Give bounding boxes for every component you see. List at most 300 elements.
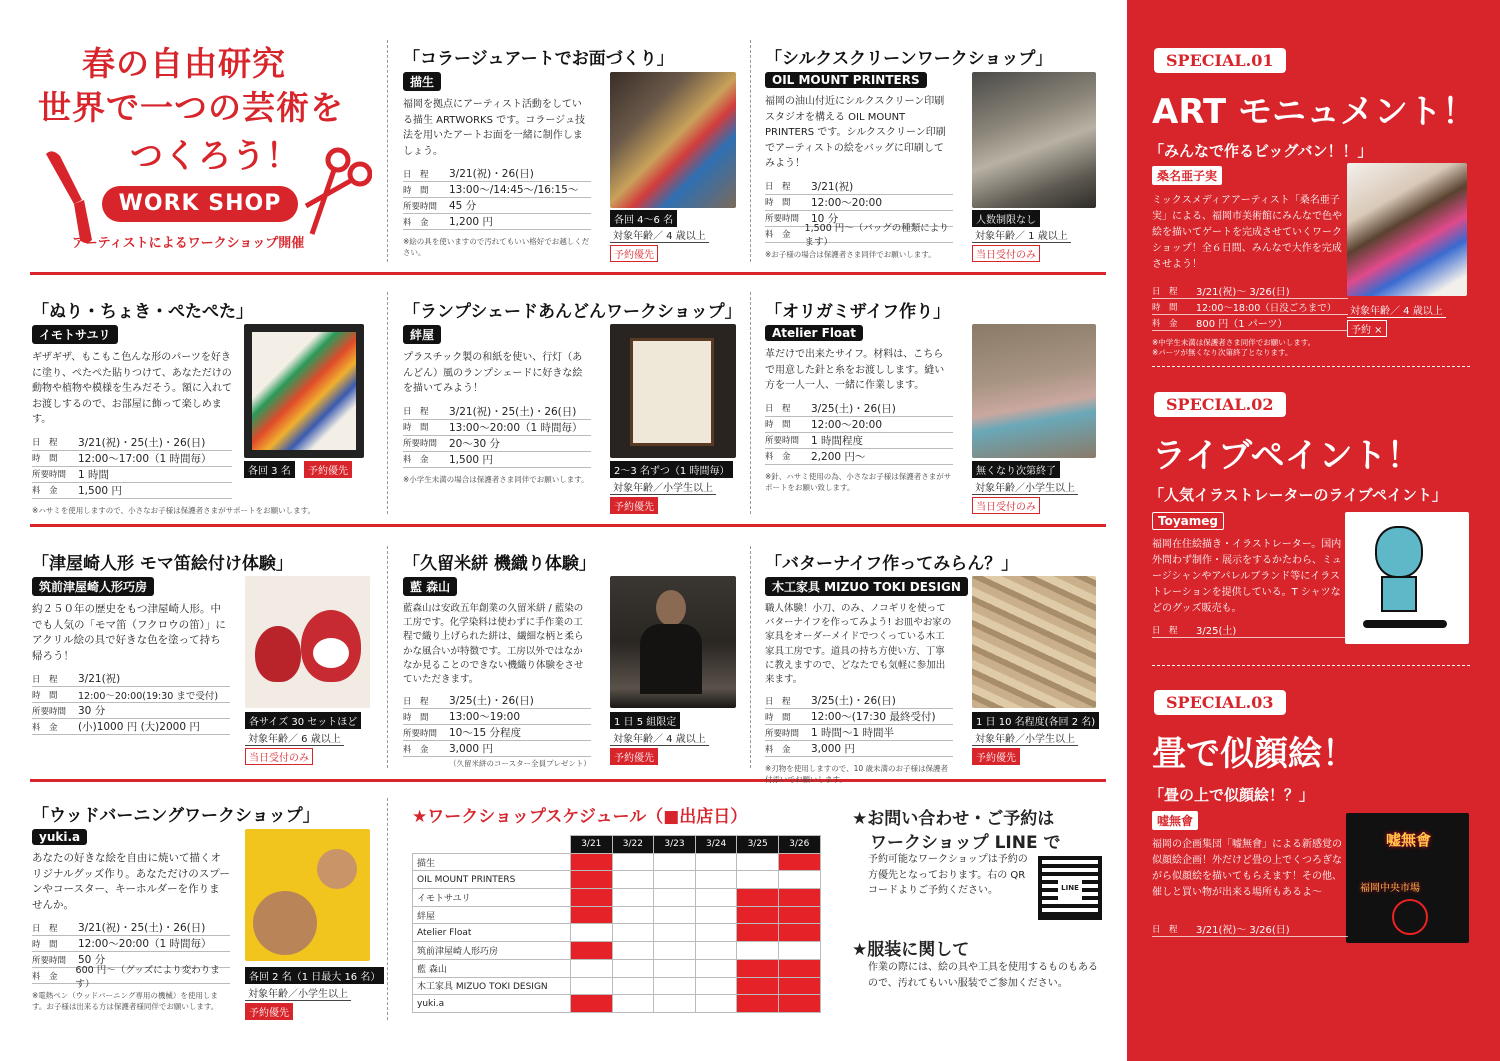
special-info bbox=[1152, 921, 1348, 937]
info-date: 3/25(土)・26(日) bbox=[811, 402, 896, 415]
reservation-badge: 予約優先 bbox=[304, 461, 352, 478]
workshop-desc: 職人体験！小刀、のみ、ノコギリを使ってバターナイフを作ってみよう! お皿やお家の家具をオーダーメイドでつくっている木工家具工房です。道具の持ち方使い方、丁寧に教えますので、どなたでも気軽に参加出来ます。 bbox=[765, 603, 952, 686]
info-fee: 3,000 円 bbox=[811, 743, 855, 756]
clothes-body: 作業の際には、絵の具や工具を使用するものもあるので、汚れてもいい服装でご参加ください。 bbox=[868, 962, 1098, 989]
schedule-cell bbox=[737, 977, 779, 995]
schedule-row-name: 描生 bbox=[413, 853, 571, 871]
reservation-badge: 当日受付のみ bbox=[972, 497, 1040, 514]
info-duration: 1 時間程度 bbox=[811, 434, 864, 447]
workshop-note: ※ハサミを使用しますので、小さなお子様は保護者さまがサポートをお願いします。 bbox=[32, 505, 316, 515]
schedule-cell bbox=[778, 906, 820, 924]
info-date: 3/21(祝)・25(土)・26(日) bbox=[449, 405, 577, 418]
info-duration: 50 分 bbox=[78, 954, 106, 966]
age-badge: 対象年齢／小学生以上 bbox=[972, 730, 1078, 746]
schedule-cell bbox=[571, 906, 613, 924]
schedule-cell bbox=[737, 906, 779, 924]
schedule-cell bbox=[612, 959, 654, 977]
workshop-photo bbox=[972, 576, 1096, 708]
info-date: 3/21(祝)・26(日) bbox=[449, 168, 534, 180]
workshop-note: ※針、ハサミ使用の為、小さなお子様は保護者さまがサポートをお願い致します。 bbox=[765, 471, 952, 492]
special-org: Toyameg bbox=[1152, 512, 1224, 530]
info-label: 日 程 bbox=[403, 407, 429, 417]
info-time: 12:00〜20:00 bbox=[811, 418, 883, 431]
info-label: 日 程 bbox=[1152, 625, 1178, 636]
workshop-banner: WORK SHOP bbox=[102, 186, 298, 222]
capacity-badge: 1 日 10 名程度(各回 2 名) bbox=[972, 712, 1099, 729]
info-time: 13:00〜20:00（1 時間毎） bbox=[449, 421, 583, 434]
special-org: 桑名亜子実 bbox=[1152, 166, 1222, 185]
schedule-row bbox=[413, 889, 821, 907]
reservation-badge: 予約優先 bbox=[610, 748, 658, 765]
schedule-row-name: 藍 森山 bbox=[413, 959, 571, 977]
schedule-cell bbox=[778, 924, 820, 942]
divider bbox=[750, 40, 751, 262]
schedule-cell bbox=[571, 853, 613, 871]
schedule-cell bbox=[571, 889, 613, 907]
info-fee: 1,500 円 bbox=[449, 453, 493, 466]
capacity-badge: 各回 3 名 bbox=[244, 461, 295, 478]
schedule-cell bbox=[737, 871, 779, 889]
schedule-cell bbox=[571, 977, 613, 995]
info-fee: 3,000 円 bbox=[449, 743, 493, 756]
special-desc: 福岡の企画集団「嘘無會」による新感覚の似顔絵企画！外だけど畳の上でくつろぎながら似顔絵を描いてもらえます！その他、催しと買い物が出来る場所もあるよ〜 bbox=[1152, 839, 1342, 898]
info-duration: 1 時間 bbox=[78, 468, 110, 481]
schedule-row bbox=[413, 942, 821, 960]
schedule-row-name: 絆屋 bbox=[413, 906, 571, 924]
schedule-cell bbox=[612, 942, 654, 960]
info-time: 13:00〜/14:45〜/16:15〜 bbox=[449, 184, 579, 196]
schedule-row bbox=[413, 906, 821, 924]
special-org: 嘘無會 bbox=[1152, 811, 1198, 830]
info-date: 3/25(土) bbox=[1196, 626, 1237, 637]
workshop-org: 藍 森山 bbox=[403, 577, 457, 596]
info-label: 時 間 bbox=[765, 420, 791, 430]
workshop-title: 「シルクスクリーンワークショップ」 bbox=[765, 49, 1053, 69]
logo-subtitle: アーティストによるワークショップ開催 bbox=[72, 236, 305, 251]
info-label: 所要時間 bbox=[32, 706, 67, 717]
schedule-cell bbox=[695, 995, 737, 1013]
info-fee: 1,500 円 bbox=[78, 484, 122, 497]
info-time: 12:00〜18:00（日没ごろまで） bbox=[1196, 302, 1337, 314]
info-label: 所要時間 bbox=[765, 728, 800, 739]
info-duration: 30 分 bbox=[78, 705, 106, 717]
special-heading: 畳で似顔絵！ bbox=[1152, 734, 1356, 774]
schedule-cell bbox=[778, 995, 820, 1013]
workshop-info bbox=[403, 693, 591, 757]
age-badge: 対象年齢／ 4 歳以上 bbox=[610, 227, 709, 243]
schedule-row-name: 筑前津屋崎人形巧房 bbox=[413, 942, 571, 960]
info-label: 時 間 bbox=[32, 690, 58, 701]
schedule-day-header: 3/25 bbox=[737, 836, 779, 854]
workshop-photo bbox=[610, 576, 736, 708]
info-duration: 45 分 bbox=[449, 200, 477, 212]
workshop-card-kasuri bbox=[403, 549, 743, 771]
divider bbox=[1152, 665, 1470, 666]
special-subtitle: 「みんなで作るビッグバン！！」 bbox=[1149, 142, 1373, 160]
workshop-card-lampshade bbox=[403, 297, 743, 519]
info-date: 3/21(祝) bbox=[811, 180, 854, 193]
workshop-org: イモトサユリ bbox=[32, 325, 118, 344]
schedule-cell bbox=[612, 871, 654, 889]
contact-body: 予約可能なワークショップは予約の方優先となっております。右の QR コードよりご予約ください。 bbox=[868, 854, 1028, 896]
info-label: 日 程 bbox=[1152, 924, 1178, 935]
info-label: 時 間 bbox=[403, 712, 429, 723]
info-fee: 1,200 円 bbox=[449, 216, 493, 228]
schedule-cell bbox=[571, 871, 613, 889]
schedule-cell bbox=[695, 853, 737, 871]
divider bbox=[750, 292, 751, 514]
schedule-cell bbox=[737, 889, 779, 907]
age-badge: 対象年齢／小学生以上 bbox=[972, 479, 1078, 495]
schedule-day-header: 3/22 bbox=[612, 836, 654, 854]
info-date: 3/21(祝)〜 3/26(日) bbox=[1196, 925, 1290, 936]
capacity-badge: 1 日 5 組限定 bbox=[610, 712, 680, 729]
info-fee: (小)1000 円 (大)2000 円 bbox=[78, 721, 200, 733]
schedule-cell bbox=[612, 977, 654, 995]
workshop-title: 「久留米絣 機織り体験」 bbox=[403, 554, 596, 574]
schedule-cell bbox=[737, 853, 779, 871]
info-label: 日 程 bbox=[32, 674, 58, 685]
workshop-title: 「コラージュアートでお面づくり」 bbox=[403, 49, 674, 69]
age-badge: 対象年齢／小学生以上 bbox=[610, 479, 716, 495]
workshop-photo bbox=[610, 324, 736, 458]
schedule-row bbox=[413, 853, 821, 871]
workshop-note: ※小学生未満の場合は保護者さま同伴でお願いします。 bbox=[403, 474, 589, 484]
schedule-day-header: 3/23 bbox=[654, 836, 696, 854]
workshop-info bbox=[32, 671, 230, 735]
workshop-title: 「津屋崎人形 モマ笛絵付け体験」 bbox=[32, 554, 293, 574]
info-label: 時 間 bbox=[403, 423, 429, 433]
info-label: 料 金 bbox=[765, 452, 791, 462]
schedule-row-name: 木工家具 MIZUO TOKI DESIGN bbox=[413, 977, 571, 995]
reservation-badge: 予約優先 bbox=[610, 497, 658, 514]
info-label: 料 金 bbox=[403, 744, 429, 755]
capacity-badge: 人数制限なし bbox=[972, 210, 1040, 227]
schedule-cell bbox=[654, 959, 696, 977]
schedule-row bbox=[413, 977, 821, 995]
schedule-row-name: Atelier Float bbox=[413, 924, 571, 942]
divider bbox=[1152, 366, 1470, 367]
event-logo bbox=[30, 38, 375, 258]
line-logo-icon: LINE bbox=[1058, 876, 1082, 900]
workshop-title: 「ウッドバーニングワークショップ」 bbox=[32, 806, 320, 826]
info-label: 所要時間 bbox=[403, 201, 438, 212]
workshop-org: 木工家具 MIZUO TOKI DESIGN bbox=[765, 577, 968, 596]
workshop-card-nuri bbox=[32, 297, 372, 519]
reservation-badge: 当日受付のみ bbox=[245, 748, 313, 765]
info-fee: 1,500 円〜（バッグの種類によります） bbox=[804, 223, 949, 248]
special-photo bbox=[1346, 813, 1469, 943]
info-label: 時 間 bbox=[1152, 302, 1178, 313]
scissors-icon bbox=[298, 146, 372, 236]
age-badge: 対象年齢／ 4 歳以上 bbox=[1347, 302, 1446, 318]
info-label: 料 金 bbox=[32, 486, 58, 496]
info-label: 所要時間 bbox=[403, 439, 438, 449]
schedule-cell bbox=[612, 906, 654, 924]
workshop-note: ※電熱ペン（ウッドバーニング専用の機械）を使用します。お子様は出来る方は保護者様同伴でお願いします。 bbox=[32, 991, 219, 1011]
schedule-cell bbox=[571, 995, 613, 1013]
info-label: 料 金 bbox=[765, 744, 791, 755]
schedule-cell bbox=[571, 959, 613, 977]
info-label: 時 間 bbox=[403, 185, 429, 196]
workshop-photo bbox=[245, 829, 370, 961]
schedule-cell bbox=[778, 889, 820, 907]
info-date: 3/21(祝)・25(土)・26(日) bbox=[78, 436, 206, 449]
capacity-badge: 各回 4〜6 名 bbox=[610, 210, 677, 227]
schedule-cell bbox=[737, 924, 779, 942]
workshop-card-butter-knife bbox=[765, 549, 1105, 785]
special-desc: ミックスメディアアーティスト「桑名亜子実」による、福岡市美術館にみんなで色や絵を描いてゲートを完成させていくワークショップ！全６日間、みんなで大作を完成させよう！ bbox=[1152, 195, 1342, 270]
special-subtitle: 「畳の上で似顔絵！？」 bbox=[1149, 786, 1315, 804]
workshop-desc: あなたの好きな絵を自由に焼いて描くオリジナルグッズ作り。あなただけのスプーンやコースター、キーホルダーを作りませんか。 bbox=[32, 852, 230, 911]
info-duration: 10〜15 分程度 bbox=[449, 727, 522, 740]
workshop-card-wood-burning bbox=[32, 801, 381, 1023]
age-badge: 対象年齢／小学生以上 bbox=[245, 985, 351, 1001]
schedule-cell bbox=[571, 942, 613, 960]
special-tag: SPECIAL.03 bbox=[1154, 690, 1286, 715]
workshop-desc: 福岡を拠点にアーティスト活動をしている描生 ARTWORKS です。コラージュ技法を用いたアートお面を一緒に制作しましょう。 bbox=[403, 99, 585, 157]
reservation-badge: 当日受付のみ bbox=[972, 245, 1040, 262]
info-label: 料 金 bbox=[403, 217, 429, 228]
schedule-cell bbox=[654, 853, 696, 871]
workshop-desc: 藍森山は安政五年創業の久留米絣 / 藍染の工房です。化学染料は使わずに手作業の工程で織り上げられた絣は、繊細な柄と柔らかな風合いが特徴です。工房以外ではなかなか見ることのできない機織り体験をさせていただきます。 bbox=[403, 603, 584, 686]
info-fee: 800 円（1 パーツ） bbox=[1196, 319, 1288, 330]
schedule-day-header: 3/26 bbox=[778, 836, 820, 854]
divider bbox=[750, 546, 751, 768]
workshop-note: ※絵の具を使いますので汚れてもいい格好でお越しください。 bbox=[403, 237, 590, 257]
contact-title-1: ★お問い合わせ・ご予約は bbox=[852, 809, 1055, 829]
schedule-row bbox=[413, 995, 821, 1013]
workshop-fee-note: （久留米絣のコースター全員プレゼント） bbox=[449, 759, 591, 769]
divider bbox=[387, 798, 388, 1020]
workshop-org: OIL MOUNT PRINTERS bbox=[765, 72, 927, 88]
capacity-badge: 無くなり次第終了 bbox=[972, 461, 1060, 478]
info-label: 料 金 bbox=[1152, 318, 1178, 329]
info-date: 3/25(土)・26(日) bbox=[449, 695, 534, 708]
reservation-badge: 予約優先 bbox=[245, 1003, 293, 1020]
schedule-cell bbox=[654, 977, 696, 995]
workshop-desc: 約２５０年の歴史をもつ津屋崎人形。中でも人気の「モマ笛（フクロウの笛）」にアクリル絵の具で好きな色を塗って持ち帰ろう！ bbox=[32, 603, 226, 662]
info-date: 3/21(祝) bbox=[78, 673, 121, 685]
reservation-badge: 予約優先 bbox=[972, 748, 1020, 765]
capacity-badge: 各回 2 名（1 日最大 16 名） bbox=[245, 967, 384, 984]
workshop-org: Atelier Float bbox=[765, 325, 863, 341]
paintbrush-icon bbox=[38, 146, 108, 246]
info-label: 日 程 bbox=[32, 923, 58, 934]
schedule-cell bbox=[737, 942, 779, 960]
info-label: 料 金 bbox=[765, 230, 791, 240]
workshop-info bbox=[765, 401, 953, 465]
schedule-row bbox=[413, 871, 821, 889]
divider bbox=[30, 272, 1106, 275]
workshop-photo bbox=[972, 72, 1096, 208]
workshop-title: 「ぬり・ちょき・ぺたぺた」 bbox=[32, 302, 253, 322]
divider bbox=[387, 546, 388, 768]
special-sidebar bbox=[1127, 0, 1500, 1061]
schedule-cell bbox=[571, 924, 613, 942]
info-date: 3/21(祝)・25(土)・26(日) bbox=[78, 922, 206, 934]
schedule-cell bbox=[612, 853, 654, 871]
schedule-cell bbox=[778, 942, 820, 960]
schedule-cell bbox=[654, 995, 696, 1013]
workshop-org: yuki.a bbox=[32, 829, 87, 845]
workshop-note: ※お子様の場合は保護者さま同伴でお願いします。 bbox=[765, 249, 936, 259]
workshop-info bbox=[403, 166, 591, 230]
workshop-desc: プラスチック製の和紙を使い、行灯（あんどん）風のランプシェードに好きな絵を描いてみよう！ bbox=[403, 352, 583, 394]
schedule-day-header: 3/24 bbox=[695, 836, 737, 854]
info-label: 時 間 bbox=[32, 454, 58, 464]
schedule-cell bbox=[778, 977, 820, 995]
logo-line-2: 世界で一つの芸術を bbox=[38, 88, 344, 127]
info-label: 日 程 bbox=[403, 696, 429, 707]
info-label: 料 金 bbox=[403, 455, 429, 465]
schedule-cell bbox=[654, 924, 696, 942]
info-label: 所要時間 bbox=[32, 955, 67, 966]
info-date: 3/25(土)・26(日) bbox=[811, 695, 896, 708]
info-time: 12:00〜20:00 bbox=[811, 196, 883, 209]
info-label: 所要時間 bbox=[765, 214, 800, 224]
special-info bbox=[1152, 283, 1348, 331]
info-time: 13:00〜19:00 bbox=[449, 711, 521, 724]
divider bbox=[30, 524, 1106, 527]
schedule-row-name: イモトサユリ bbox=[413, 889, 571, 907]
schedule-cell bbox=[778, 853, 820, 871]
schedule-cell bbox=[695, 871, 737, 889]
schedule-row-name: yuki.a bbox=[413, 995, 571, 1013]
neon-sign-text: 福岡中央市場 bbox=[1360, 883, 1420, 894]
info-duration: 1 時間〜1 時間半 bbox=[811, 727, 895, 740]
schedule-row-name: OIL MOUNT PRINTERS bbox=[413, 871, 571, 889]
schedule-cell bbox=[695, 889, 737, 907]
workshop-photo bbox=[244, 324, 364, 458]
info-fee: 2,200 円〜 bbox=[811, 450, 866, 463]
special-tag: SPECIAL.01 bbox=[1154, 48, 1286, 73]
special-tag: SPECIAL.02 bbox=[1154, 392, 1286, 417]
workshop-photo bbox=[245, 576, 370, 708]
contact-title-2: ワークショップ LINE で bbox=[870, 833, 1061, 853]
info-date: 3/21(祝)〜 3/26(日) bbox=[1196, 287, 1290, 298]
info-label: 所要時間 bbox=[403, 728, 438, 739]
info-time: 12:00〜20:00（1 時間毎） bbox=[78, 938, 212, 950]
divider bbox=[387, 40, 388, 262]
workshop-info bbox=[765, 179, 953, 248]
divider bbox=[387, 292, 388, 514]
info-duration: 10 分 bbox=[811, 212, 839, 225]
info-label: 日 程 bbox=[403, 169, 429, 180]
schedule-cell bbox=[654, 871, 696, 889]
schedule-cell bbox=[778, 959, 820, 977]
age-badge: 対象年齢／ 4 歳以上 bbox=[610, 730, 709, 746]
workshop-card-momabue bbox=[32, 549, 372, 771]
reservation-badge: 予約 × bbox=[1347, 320, 1387, 337]
info-label: 時 間 bbox=[765, 712, 791, 723]
info-label: 料 金 bbox=[32, 722, 58, 733]
schedule-day-header: 3/21 bbox=[571, 836, 613, 854]
info-label: 料 金 bbox=[32, 971, 58, 982]
schedule-cell bbox=[778, 871, 820, 889]
special-desc: 福岡在住絵描き・イラストレーター。国内外問わず制作・展示をするかたわら、ミュージシャンやアパレルブランド等にイラストレーションを提供している。T シャツなどのグッズ販売も。 bbox=[1152, 539, 1342, 614]
special-info bbox=[1152, 622, 1348, 638]
schedule-cell bbox=[737, 995, 779, 1013]
neon-sign-text: 嘘無會 bbox=[1386, 831, 1432, 849]
workshop-card-collage bbox=[403, 44, 737, 266]
schedule-cell bbox=[695, 959, 737, 977]
info-label: 所要時間 bbox=[765, 436, 800, 446]
schedule-cell bbox=[612, 924, 654, 942]
workshop-photo bbox=[972, 324, 1096, 458]
info-time: 12:00〜20:00(19:30 まで受付) bbox=[78, 690, 219, 702]
info-time: 12:00〜17:00（1 時間毎） bbox=[78, 452, 212, 465]
workshop-info bbox=[403, 404, 591, 468]
schedule-cell bbox=[695, 977, 737, 995]
schedule-row bbox=[413, 959, 821, 977]
special-subtitle: 「人気イラストレーターのライブペイント」 bbox=[1149, 486, 1448, 504]
schedule-row bbox=[413, 924, 821, 942]
workshop-desc: 福岡の油山付近にシルクスクリーン印刷スタジオを構える OIL MOUNT PRINTERS です。シルクスクリーン印刷でアーティストの絵をバッグに印刷してみよう！ bbox=[765, 96, 946, 169]
schedule-cell bbox=[612, 995, 654, 1013]
workshop-info bbox=[32, 920, 230, 990]
schedule-cell bbox=[737, 959, 779, 977]
info-label: 日 程 bbox=[765, 696, 791, 707]
age-badge: 対象年齢／ 1 歳以上 bbox=[972, 227, 1071, 243]
info-label: 日 程 bbox=[765, 182, 791, 192]
workshop-org: 筑前津屋崎人形巧房 bbox=[32, 577, 154, 596]
schedule-cell bbox=[695, 924, 737, 942]
workshop-desc: ギザギザ、もこもこ色んな形のパーツを好きに塗り、ぺたぺた貼りつけて、あなただけの動物や植物や模様を生みだそう。額に入れてお渡しするので、お部屋に飾って楽しめます。 bbox=[32, 352, 232, 425]
line-qr-code[interactable] bbox=[1038, 856, 1102, 920]
workshop-card-silkscreen bbox=[765, 44, 1105, 266]
info-label: 日 程 bbox=[765, 404, 791, 414]
schedule-cell bbox=[695, 906, 737, 924]
info-label: 日 程 bbox=[1152, 286, 1178, 297]
workshop-desc: 革だけで出来たサイフ。材料は、こちらで用意した針と糸をお渡しします。縫い方を一人一人、一緒に作業します。 bbox=[765, 349, 945, 391]
capacity-badge: 2〜3 名ずつ（1 時間毎） bbox=[610, 461, 733, 478]
special-note: ※中学生未満は保護者さま同伴でお願いします。 bbox=[1152, 338, 1316, 347]
special-photo bbox=[1347, 163, 1467, 296]
schedule-cell bbox=[654, 906, 696, 924]
age-badge: 対象年齢／ 6 歳以上 bbox=[245, 730, 344, 746]
schedule-table bbox=[412, 835, 821, 1013]
schedule-cell bbox=[654, 942, 696, 960]
workshop-title: 「バターナイフ作ってみらん？」 bbox=[765, 554, 1019, 574]
workshop-org: 絆屋 bbox=[403, 325, 441, 344]
workshop-info bbox=[32, 435, 232, 499]
info-label: 時 間 bbox=[765, 198, 791, 208]
workshop-note: ※刃物を使用しますので、10 歳未満のお子様は保護者付添いでお願いします。 bbox=[765, 764, 949, 785]
clothes-title: ★服装に関して bbox=[852, 940, 970, 960]
workshop-org: 描生 bbox=[403, 72, 441, 91]
logo-line-1: 春の自由研究 bbox=[82, 44, 286, 83]
workshop-title: 「オリガミザイフ作り」 bbox=[765, 302, 951, 322]
schedule-cell bbox=[695, 942, 737, 960]
special-note: ※パーツが無くなり次第終了となります。 bbox=[1152, 348, 1293, 357]
workshop-card-origami-wallet bbox=[765, 297, 1105, 519]
special-heading: ライブペイント！ bbox=[1152, 436, 1421, 476]
workshop-photo bbox=[610, 72, 736, 208]
info-time: 12:00〜(17:30 最終受付) bbox=[811, 711, 936, 724]
info-fee: 600 円〜（グッズにより変わります） bbox=[75, 964, 220, 990]
schedule-cell bbox=[612, 889, 654, 907]
workshop-info bbox=[765, 693, 953, 757]
workshop-title: 「ランプシェードあんどんワークショップ」 bbox=[403, 302, 742, 322]
schedule-cell bbox=[654, 889, 696, 907]
info-duration: 20〜30 分 bbox=[449, 437, 501, 450]
schedule-title: ★ワークショップスケジュール（■出店日） bbox=[412, 807, 748, 827]
reservation-badge: 予約優先 bbox=[610, 245, 658, 262]
info-label: 時 間 bbox=[32, 939, 58, 950]
special-photo bbox=[1345, 512, 1469, 644]
capacity-badge: 各サイズ 30 セットほど bbox=[245, 712, 361, 729]
